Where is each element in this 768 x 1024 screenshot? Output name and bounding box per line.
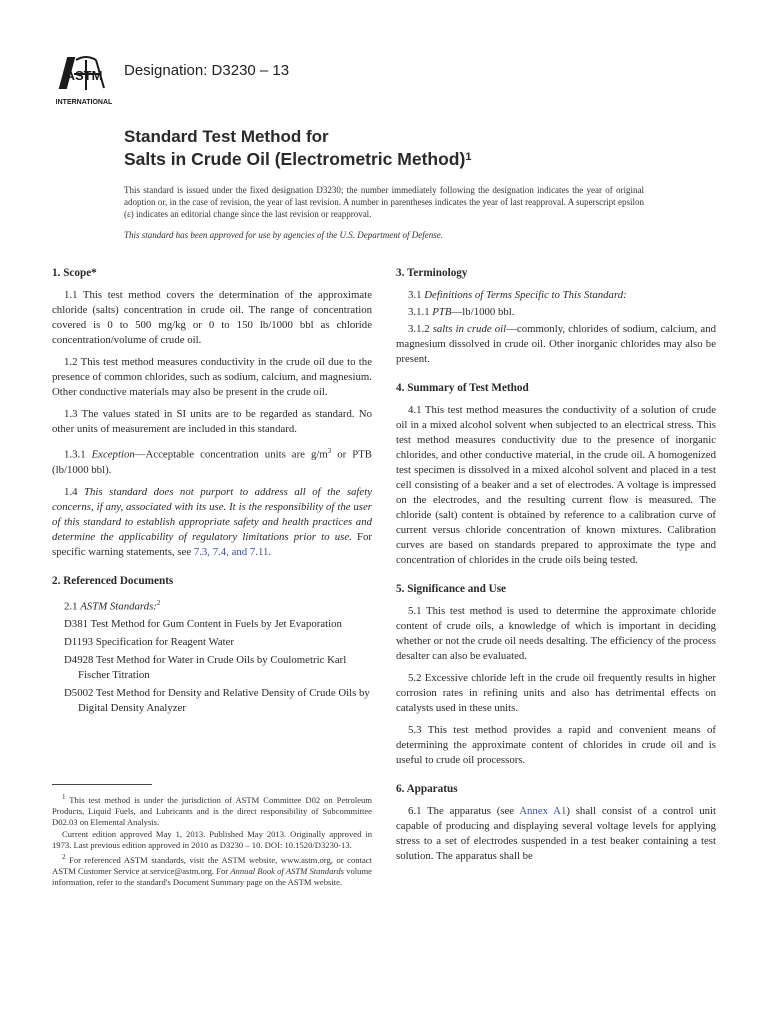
reference-item: D4928 Test Method for Water in Crude Oils by Coulometric Karl Fischer Titration xyxy=(64,654,347,682)
left-column xyxy=(52,266,372,719)
paragraph-5-1: 5.1 This test method is used to determine the approximate chloride content of crude oils, a knowledge of which is important in deciding whether or not the crude oil needs desalting. The efficiency of the process desalter can also be evaluated. xyxy=(396,605,716,662)
section-heading-summary: 4. Summary of Test Method xyxy=(396,382,529,394)
reference-item: D381 Test Method for Gum Content in Fuels by Jet Evaporation xyxy=(64,618,342,631)
paragraph-1-3: 1.3 The values stated in SI units are to be regarded as standard. No other units of measurement are included in this standard. xyxy=(52,408,372,435)
paragraph-3-1-1: 3.1.1 PTB—lb/1000 bbl. xyxy=(408,306,515,318)
paragraph-6-1: 6.1 The apparatus (see Annex A1) shall consist of a control unit capable of producing and displaying several voltage levels for applying stress to a set of electrodes suspended in a test beaker containing a test solution. The apparatus shall be xyxy=(396,805,716,862)
reference-item: D5002 Test Method for Density and Relative Density of Crude Oils by Digital Density Analyzer xyxy=(64,687,370,715)
paragraph-1-4: 1.4 This standard does not purport to address all of the safety concerns, if any, associated with its use. It is the responsibility of the user of this standard to establish appropriate safety and health practices and determine the applicability of regulatory limitations prior to use. For specific warning statements, see 7.3, 7.4, and 7.11. xyxy=(52,485,373,558)
footnotes xyxy=(52,792,372,889)
title-footnote-mark: 1 xyxy=(465,151,472,163)
designation-notice: This standard is issued under the fixed designation D3230; the number immediately following the designation indicates the year of original adoption or, in the case of revision, the year of last revision. A number in parentheses indicates the year of last reapproval. A superscript epsilon (ε) indicates an editorial change since the last revision or reapproval. xyxy=(124,185,644,219)
footnote-1: $^1$ This test method is under the jurisdiction of ASTM Committee D02 on Petroleum Products, Liquid Fuels, and Lubricants and is the direct responsibility of Subcommittee D02.03 on Elemental Analysis. xyxy=(52,793,372,827)
paragraph-1-3-1: 1.3.1 Exception—Acceptable concentration units are $g/m^3$ or PTB (lb/1000 bbl). xyxy=(52,447,372,476)
right-column xyxy=(396,266,716,871)
title-line-2: Salts in Crude Oil (Electrometric Method)$^1$ xyxy=(124,149,472,169)
section-heading-significance: 5. Significance and Use xyxy=(396,583,507,595)
title-line-1: Standard Test Method for xyxy=(124,127,329,146)
section-heading-scope: 1. Scope* xyxy=(52,267,97,279)
paragraph-5-2: 5.2 Excessive chloride left in the crude oil frequently results in higher corrosion rates in refining units and also has detrimental effects on catalysts used in these units. xyxy=(396,672,716,714)
reference-item: D1193 Specification for Reagent Water xyxy=(64,636,235,649)
footnote-rule xyxy=(52,784,152,785)
paragraph-1-1: 1.1 This test method covers the determination of the approximate chloride (salts) concentration in crude oil. The range of concentration covered is 0 to 500 mg/kg or 0 to 150 lb/1000 bbl as chloride concentration/volume of crude oil. xyxy=(52,289,372,346)
annex-a1-link[interactable]: Annex A1 xyxy=(519,805,567,817)
section-heading-referenced-documents: 2. Referenced Documents xyxy=(52,574,174,587)
paragraph-3-1: 3.1 Definitions of Terms Specific to This Standard: xyxy=(408,289,627,301)
paragraph-1-2: 1.2 This test method measures conductivity in the crude oil due to the presence of common chlorides, such as sodium, calcium, and magnesium. Other conductive materials may also be present in the crude oil. xyxy=(52,356,372,398)
paragraph-2-1: 2.1 ASTM Standards:$^2$ xyxy=(64,598,161,613)
document-title xyxy=(124,126,684,170)
dod-approval-note: This standard has been approved for use by agencies of the U.S. Department of Defense. xyxy=(124,230,444,240)
designation: Designation: D3230 – 13 xyxy=(124,62,290,79)
svg-text:INTERNATIONAL: INTERNATIONAL xyxy=(55,99,113,106)
astm-logo xyxy=(52,50,116,110)
paragraph-5-3: 5.3 This test method provides a rapid and convenient means of determining the approximate content of chlorides in crude oil and is useful to crude oil processors. xyxy=(396,724,716,766)
paragraph-3-1-2: 3.1.2 salts in crude oil—commonly, chlorides of sodium, calcium, and magnesium dissolved in crude oil. Other inorganic chlorides may also be present. xyxy=(396,323,717,365)
section-heading-terminology: 3. Terminology xyxy=(396,267,468,279)
footnote-1-edition: Current edition approved May 1, 2013. Published May 2013. Originally approved in 1973. Last previous edition approved in 2010 as D3230 – 10. DOI: 10.1520/D3230-13. xyxy=(52,828,372,850)
warning-links[interactable]: 7.3, 7.4, and 7.11. xyxy=(193,545,272,558)
section-heading-apparatus: 6. Apparatus xyxy=(396,783,458,795)
svg-text:ASTM: ASTM xyxy=(65,68,103,83)
footnote-2: $^2$ For referenced ASTM standards, visit the ASTM website, www.astm.org, or contact ASTM Customer Service at service@astm.org. For Annual Book of ASTM Standards volume information, refer to the standard's Document Summary page on the ASTM website. xyxy=(52,852,372,887)
paragraph-4-1: 4.1 This test method measures the conductivity of a solution of crude oil in a mixed alcohol solvent when subjected to an electrical stress. This test method measures conductivity due to the presence of inorganic chlorides, and other conductive material, in the crude oil. A homogenized test specimen is dissolved in a mixed alcohol solvent and placed in a test cell consisting of a beaker and a set of electrodes. A voltage is impressed on the electrodes, and the resulting current flow is measured. The chloride (salt) content is obtained by reference to a calibration curve of current versus chloride concentration of known mixtures. Calibration curves are based on standards prepared to approximate the type and concentration of chlorides in the crude oils being tested. xyxy=(396,404,716,566)
